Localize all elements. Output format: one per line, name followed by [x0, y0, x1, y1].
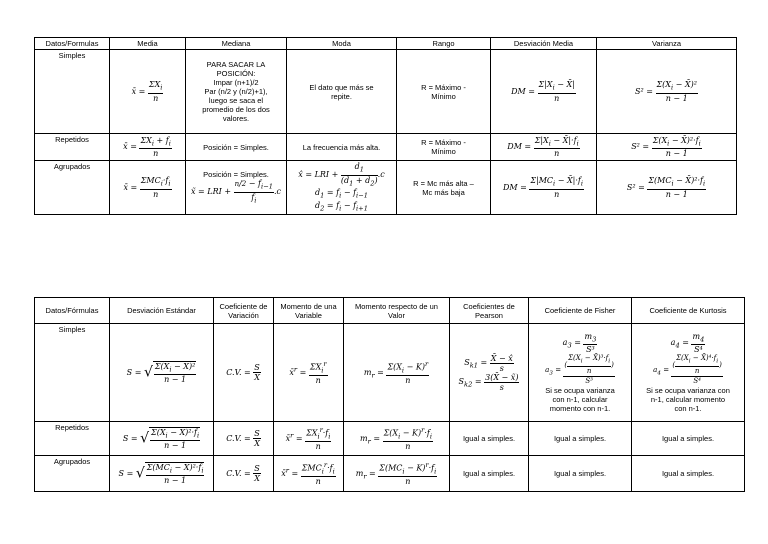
formula-media-agrupados: x̄ = $\Sigma MC_i\cdot f_i$ n: [110, 161, 186, 215]
formula-varianza-agrupados: S² = $\Sigma(MC_i$ − $X̄)^2\cdot f_i$ n − 1: [597, 161, 737, 215]
header-rango: Rango: [397, 38, 491, 50]
row-label-agrupados: Agrupados: [35, 161, 110, 215]
table-row: [35, 456, 745, 492]
header-moda: Moda: [287, 38, 397, 50]
table2-header-row: [35, 298, 745, 324]
formula-cv-simples: C.V. = $\frac{S}{X̄}$: [214, 324, 274, 422]
text-rango-simples: R = Máximo - Mínimo: [397, 50, 491, 134]
formula-desv-media-simples: DM = $\frac{\Sigma|X_i - X̄|}{n}$: [491, 50, 597, 134]
formula-cv-agrupados: C.V. = $\frac{S}{X̄}$: [214, 456, 274, 492]
table-row: [35, 161, 737, 215]
formula-momento-valor-repetidos: $m_r$ = $\frac{\Sigma(X_i - K)^r\cdot f_i}{n}$: [344, 422, 450, 456]
text-fisher-repetidos: Igual a simples.: [529, 422, 632, 456]
formulas-table-central-tendency: [34, 37, 737, 215]
text-pearson-repetidos: Igual a simples.: [450, 422, 529, 456]
header-datos: Datos/Formulas: [35, 38, 110, 50]
formulas-table-dispersion: [34, 297, 745, 492]
text-rango-agrupados: R = Mc más alta – Mc más baja: [397, 161, 491, 215]
formula-desv-est-repetidos: S = √ $\frac{\Sigma(X_i - X̄)^2\cdot f_i}{n - 1}$: [110, 422, 214, 456]
formula-media-repetidos: x̄ = $\Sigma X_i + f_i$ n: [110, 134, 186, 161]
formula-fisher-simples: $a_3$ = $\frac{m_3}{\text{S³}}$ $a_3$ = ( $\frac{\Sigma(X_i - X̄)^3\cdot f_i}{n}$ ) S³ Si se ocupa varianza con n-1, calcular momento con n-1.: [529, 324, 632, 422]
row-label-repetidos: Repetidos: [35, 422, 110, 456]
formula-kurtosis-simples: $a_4$ = $\frac{m_4}{\text{S⁴}}$ $a_4$ = ( $\frac{\Sigma(X_i - X̄)^4\cdot f_i}{n}$ ) S⁴ Si se ocupa varianza con n-1, calcular momento con n-1.: [632, 324, 745, 422]
header-momento-variable: Momento de una Variable: [274, 298, 344, 324]
text-fisher-agrupados: Igual a simples.: [529, 456, 632, 492]
text-rango-repetidos: R = Máximo - Mínimo: [397, 134, 491, 161]
header-varianza: Varianza: [597, 38, 737, 50]
table1-header-row: [35, 38, 737, 50]
header-desviacion-media: Desviación Media: [491, 38, 597, 50]
table-row: [35, 50, 737, 134]
header-mediana: Mediana: [186, 38, 287, 50]
text-mediana-simples: PARA SACAR LA POSICIÓN: Impar (n+1)/2 Par (n/2 y (n/2)+1), luego se saca el promedio de los dos valores.: [186, 50, 287, 134]
header-momento-valor: Momento respecto de un Valor: [344, 298, 450, 324]
formula-momento-simples: x̄$^r$ = $\Sigma X_i^r$ n: [274, 324, 344, 422]
formula-momento-valor-agrupados: $m_r$ = $\Sigma(MC_i - K)^r\cdot f_i$ n: [344, 456, 450, 492]
formula-moda-agrupados: x̂ = LRI + $\frac{d_1}{(d_1 + d_2)}$ .c $d_1 = f_i - f_{i-1}$ $d_2 = f_i - f_{i+1}$: [287, 161, 397, 215]
formula-varianza-simples: S² = $\frac{\Sigma(X_i - X̄)^2}{n - 1}$: [597, 50, 737, 134]
formula-media-simples: x̄ = $\Sigma X_i$ n: [110, 50, 186, 134]
text-moda-repetidos: La frecuencia más alta.: [287, 134, 397, 161]
header-pearson: Coeficientes de Pearson: [450, 298, 529, 324]
formula-desv-media-agrupados: DM = $\Sigma|MC_i$ − $X̄|\cdot f_i$ n: [491, 161, 597, 215]
header-kurtosis: Coeficiente de Kurtosis: [632, 298, 745, 324]
row-label-repetidos: Repetidos: [35, 134, 110, 161]
formula-desv-est-simples: S = √ $\frac{\Sigma(X_i - X̄)^2}{n - 1}$: [110, 324, 214, 422]
formula-momento-agrupados: x̄$^r$ = $\Sigma MC_i^r\cdot f_i$ n: [274, 456, 344, 492]
formula-momento-repetidos: x̄$^r$ = $\Sigma X_i^r\cdot f_i$ n: [274, 422, 344, 456]
row-label-simples: Simples: [35, 50, 110, 134]
formula-pearson-simples: $S_{k1}$ = $\frac{X̄ - x̂}{s}$ $S_{k2}$ = $\frac{3(X̄ - x̃)}{s}$: [450, 324, 529, 422]
table-row: [35, 422, 745, 456]
text-kurtosis-agrupados: Igual a simples.: [632, 456, 745, 492]
header-datos: Datos/Fórmulas: [35, 298, 110, 324]
formula-mediana-agrupados: Posición = Simples. x̃ = LRI + $\frac{n/2 - f_{i-1}}{f_i}$ .c: [186, 161, 287, 215]
formula-desv-media-repetidos: DM = $\frac{\Sigma|X_i - X̄|\cdot f_i}{n}$: [491, 134, 597, 161]
header-media: Media: [110, 38, 186, 50]
text-mediana-repetidos: Posición = Simples.: [186, 134, 287, 161]
text-kurtosis-repetidos: Igual a simples.: [632, 422, 745, 456]
row-label-simples: Simples: [35, 324, 110, 422]
header-coeficiente-variacion: Coeficiente de Variación: [214, 298, 274, 324]
formula-varianza-repetidos: S² = $\frac{\Sigma(X_i - X̄)^2\cdot f_i}{n - 1}$: [597, 134, 737, 161]
header-desviacion-estandar: Desviación Estándar: [110, 298, 214, 324]
text-moda-simples: El dato que más se repite.: [287, 50, 397, 134]
text-pearson-agrupados: Igual a simples.: [450, 456, 529, 492]
formula-momento-valor-simples: $m_r$ = $\frac{\Sigma(X_i - K)^r}{n}$: [344, 324, 450, 422]
table-row: [35, 134, 737, 161]
table-row: [35, 324, 745, 422]
header-fisher: Coeficiente de Fisher: [529, 298, 632, 324]
formula-cv-repetidos: C.V. = $\frac{S}{X̄}$: [214, 422, 274, 456]
formula-desv-est-agrupados: S = √ $\Sigma(MC_i$ − $X̄)^2\cdot f_i$ n − 1: [110, 456, 214, 492]
row-label-agrupados: Agrupados: [35, 456, 110, 492]
